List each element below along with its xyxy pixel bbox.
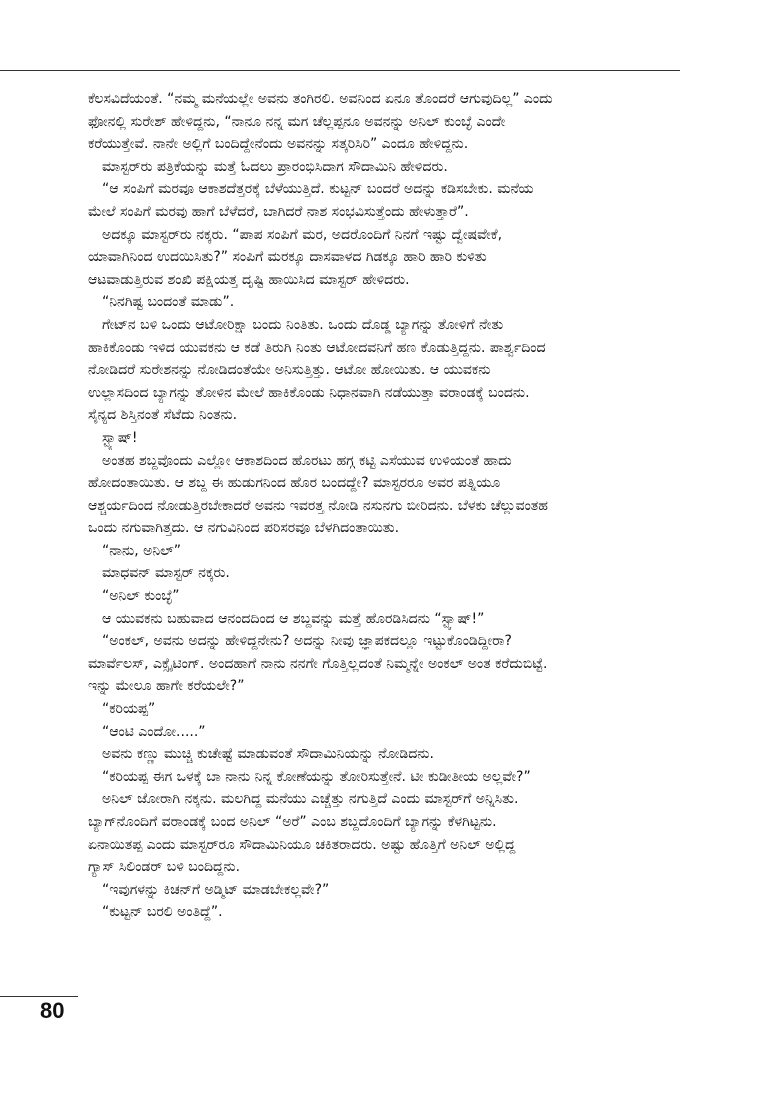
text-line: ಏನಾಯಿತಪ್ಪ ಎಂದು ಮಾಸ್ಟರ್‌ರೂ ಸೌದಾಮಿನಿಯೂ ಚಕಿತರಾದರು. ಅಷ್ಟು ಹೊತ್ತಿಗೆ ಅನಿಲ್ ಅಲ್ಲಿದ್ದ bbox=[88, 836, 516, 853]
text-line: “ನಿನಗಿಷ್ಟ ಬಂದಂತೆ ಮಾಡು”. bbox=[102, 294, 235, 311]
text-line: “ಕರಿಯಪ್ಪ” bbox=[102, 701, 156, 718]
text-line: ಯಾವಾಗಿನಿಂದ ಉದಯಿಸಿತು?” ಸಂಪಿಗೆ ಮರಕ್ಕೂ ದಾಸವಾಳದ ಗಿಡಕ್ಕೂ ಹಾರಿ ಹಾರಿ ಕುಳಿತು bbox=[88, 249, 487, 266]
page-number: 80 bbox=[40, 998, 65, 1023]
text-line: ಆಶ್ಚರ್ಯದಿಂದ ನೋಡುತ್ತಿರಬೇಕಾದರೆ ಅವನು ಇವರತ್ತ ನೋಡಿ ನಸುನಗು ಬೀರಿದನು. ಬೆಳಕು ಚೆಲ್ಲುವಂತಹ bbox=[88, 497, 548, 514]
text-line: ಸ್ಟ್ಯಾಷ್! bbox=[102, 429, 138, 446]
text-line: “ಆ ಸಂಪಿಗೆ ಮರವೂ ಆಕಾಶದೆತ್ತರಕ್ಕೆ ಬೆಳೆಯುತ್ತಿದೆ. ಕುಟ್ಟನ್ ಬಂದರೆ ಅದನ್ನು ಕಡಿಸಬೇಕು. ಮನೆಯ bbox=[102, 181, 534, 198]
text-line: ಹಾಕಿಕೊಂಡು ಇಳಿದ ಯುವಕನು ಆ ಕಡೆ ತಿರುಗಿ ನಿಂತು ಆಟೋದವನಿಗೆ ಹಣ ಕೊಡುತ್ತಿದ್ದನು. ಪಾರ್ಶ್ವದಿಂದ bbox=[88, 339, 546, 356]
text-line: ಒಂದು ನಗುವಾಗಿತ್ತದು. ಆ ನಗುವಿನಿಂದ ಪರಿಸರವೂ ಬೆಳಗಿದಂತಾಯಿತು. bbox=[88, 520, 400, 537]
text-line: ಬ್ಯಾಗ್‌ನೊಂದಿಗೆ ವರಾಂಡಕ್ಕೆ ಬಂದ ಅನಿಲ್ “ಅರೆ” ಎಂಬ ಶಬ್ದದೊಂದಿಗೆ ಬ್ಯಾಗನ್ನು ಕೆಳಗಿಟ್ಟನು. bbox=[88, 814, 497, 830]
text-line: ಇನ್ನು ಮೇಲೂ ಹಾಗೇ ಕರೆಯಲೇ?” bbox=[88, 678, 245, 695]
text-line: ಫೋನಲ್ಲಿ ಸುರೇಶ್ ಹೇಳಿದ್ದನು, “ನಾನೂ ನನ್ನ ಮಗ ಚೆಲ್ಲಪ್ಪನೂ ಅವನನ್ನು ಅನಿಲ್ ಕುಂಬ್ಳೆ ಎಂದೇ bbox=[88, 113, 506, 130]
text-line: ಉಲ್ಲಾಸದಿಂದ ಬ್ಯಾಗನ್ನು ತೋಳಿನ ಮೇಲೆ ಹಾಕಿಕೊಂಡು ನಿಧಾನವಾಗಿ ನಡೆಯುತ್ತಾ ವರಾಂಡಕ್ಕೆ ಬಂದನು. bbox=[88, 384, 530, 401]
text-line: ಮೇಲೆ ಸಂಪಿಗೆ ಮರವು ಹಾಗೆ ಬೆಳೆದರೆ, ಬಾಗಿದರೆ ನಾಶ ಸಂಭವಿಸುತ್ತೆಂದು ಹೇಳುತ್ತಾರೆ”. bbox=[88, 203, 469, 220]
text-line: “ಅನಿಲ್ ಕುಂಬ್ಳೆ” bbox=[102, 588, 180, 605]
text-line: ಸೈನ್ಯದ ಶಿಸ್ತಿನಂತೆ ಸೆಟೆದು ನಿಂತನು. bbox=[88, 407, 238, 424]
text-line: “ಅಂಕಲ್, ಅವನು ಅದನ್ನು ಹೇಳಿದ್ದನೇನು? ಅದನ್ನು ನೀವು ಜ್ಞಾಪಕದಲ್ಲೂ ಇಟ್ಟುಕೊಂಡಿದ್ದೀರಾ? bbox=[102, 633, 512, 650]
text-line: ಅವನು ಕಣ್ಣು ಮುಚ್ಚಿ ಕುಚೇಷ್ಟೆ ಮಾಡುವಂತೆ ಸೌದಾಮಿನಿಯನ್ನು ನೋಡಿದನು. bbox=[102, 746, 434, 763]
text-line: ಕರೆಯುತ್ತೇವೆ. ನಾನೇ ಅಲ್ಲಿಗೆ ಬಂದಿದ್ದೇನೆಂದು ಅವನನ್ನು ಸತ್ಕರಿಸಿರಿ” ಎಂದೂ ಹೇಳಿದ್ದನು. bbox=[88, 136, 469, 153]
text-line: ಅಂತಹ ಶಬ್ದವೊಂದು ಎಲ್ಲೋ ಆಕಾಶದಿಂದ ಹೊರಟು ಹಗ್ಗ ಕಟ್ಟಿ ಎಸೆಯುವ ಉಳಿಯಂತೆ ಹಾದು bbox=[102, 452, 512, 469]
text-line: ಹೋದಂತಾಯಿತು. ಆ ಶಬ್ದ ಈ ಹುಡುಗನಿಂದ ಹೊರ ಬಂದದ್ದೇ? ಮಾಸ್ಟರರೂ ಅವರ ಪತ್ನಿಯೂ bbox=[88, 475, 501, 492]
text-line: ಅನಿಲ್ ಜೋರಾಗಿ ನಕ್ಕನು. ಮಲಗಿದ್ದ ಮನೆಯು ಎಚ್ಚೆತ್ತು ನಗುತ್ತಿದೆ ಎಂದು ಮಾಸ್ಟರ್‌ಗೆ ಅನ್ನಿಸಿತು. bbox=[102, 791, 519, 808]
text-line: ಮಾರ್ವೆಲಸ್, ಎಕ್ಸೈಟಿಂಗ್. ಅಂದಹಾಗೆ ನಾನು ನನಗೇ ಗೊತ್ತಿಲ್ಲದಂತೆ ನಿಮ್ಮನ್ನೇ ಅಂಕಲ್ ಅಂತ ಕರೆದುಬಿಟ್ಟೆ. bbox=[88, 655, 548, 672]
text-line: ಆಟವಾಡುತ್ತಿರುವ ಶಂಖಿ ಪಕ್ಷಿಯತ್ತ ದೃಷ್ಟಿ ಹಾಯಿಸಿದ ಮಾಸ್ಟರ್ ಹೇಳಿದರು. bbox=[88, 271, 410, 288]
text-line: ಕೆಲಸವಿದೆಯಂತೆ. “ನಮ್ಮ ಮನೆಯಲ್ಲೇ ಅವನು ತಂಗಿರಲಿ. ಅವನಿಂದ ಏನೂ ತೊಂದರೆ ಆಗುವುದಿಲ್ಲ” ಎಂದು bbox=[88, 91, 553, 107]
text-line: “ಕುಟ್ಟನ್ ಬರಲಿ ಅಂತಿದ್ದೆ”. bbox=[102, 904, 223, 921]
page-body-text bbox=[88, 88, 680, 924]
text-line: ಗೇಟ್‌ನ ಬಳಿ ಒಂದು ಆಟೋರಿಕ್ಷಾ ಬಂದು ನಿಂತಿತು. ಒಂದು ದೊಡ್ಡ ಬ್ಯಾಗನ್ನು ತೋಳಿಗೆ ನೇತು bbox=[102, 316, 504, 333]
top-rule bbox=[0, 70, 680, 71]
text-line: “ಇವುಗಳನ್ನು ಕಿಚನ್‌ಗೆ ಅಡ್ಮಿಟ್ ಮಾಡಬೇಕಲ್ಲವೇ?” bbox=[102, 881, 330, 898]
text-line: “ಕರಿಯಪ್ಪ ಈಗ ಒಳಕ್ಕೆ ಬಾ ನಾನು ನಿನ್ನ ಕೋಣೆಯನ್ನು ತೋರಿಸುತ್ತೇನೆ. ಟೀ ಕುಡೀತೀಯ ಅಲ್ಲವೇ?” bbox=[102, 768, 531, 785]
text-line: ಅದಕ್ಕೂ ಮಾಸ್ಟರ್‌ರು ನಕ್ಕರು. “ಪಾಪ ಸಂಪಿಗೆ ಮರ, ಅದರೊಂದಿಗೆ ನಿನಗೆ ಇಷ್ಟು ದ್ವೇಷವೇಕೆ, bbox=[102, 226, 503, 243]
text-line: “ಆಂಟಿ ಎಂದೋ.....” bbox=[102, 723, 206, 740]
text-line: ಆ ಯುವಕನು ಬಹುವಾದ ಆನಂದದಿಂದ ಆ ಶಬ್ದವನ್ನು ಮತ್ತೆ ಹೊರಡಿಸಿದನು “ಸ್ಟ್ಯಾಷ್!” bbox=[102, 610, 485, 627]
text-line: ಮಾಸ್ಟರ್‌ರು ಪತ್ರಿಕೆಯನ್ನು ಮತ್ತೆ ಓದಲು ಪ್ರಾರಂಭಿಸಿದಾಗ ಸೌದಾಮಿನಿ ಹೇಳಿದರು. bbox=[102, 158, 448, 175]
text-line: ಮಾಧವನ್ ಮಾಸ್ಟರ್ ನಕ್ಕರು. bbox=[102, 565, 230, 582]
text-line: ಗ್ಯಾಸ್ ಸಿಲಿಂಡರ್ ಬಳಿ ಬಂದಿದ್ದನು. bbox=[88, 859, 241, 876]
text-line: ನೋಡಿದರೆ ಸುರೇಶನನ್ನು ನೋಡಿದಂತೆಯೇ ಅನಿಸುತ್ತಿತ್ತು. ಆಟೋ ಹೋಯಿತು. ಆ ಯುವಕನು bbox=[88, 362, 491, 379]
text-line: “ನಾನು, ಅನಿಲ್” bbox=[102, 542, 181, 559]
